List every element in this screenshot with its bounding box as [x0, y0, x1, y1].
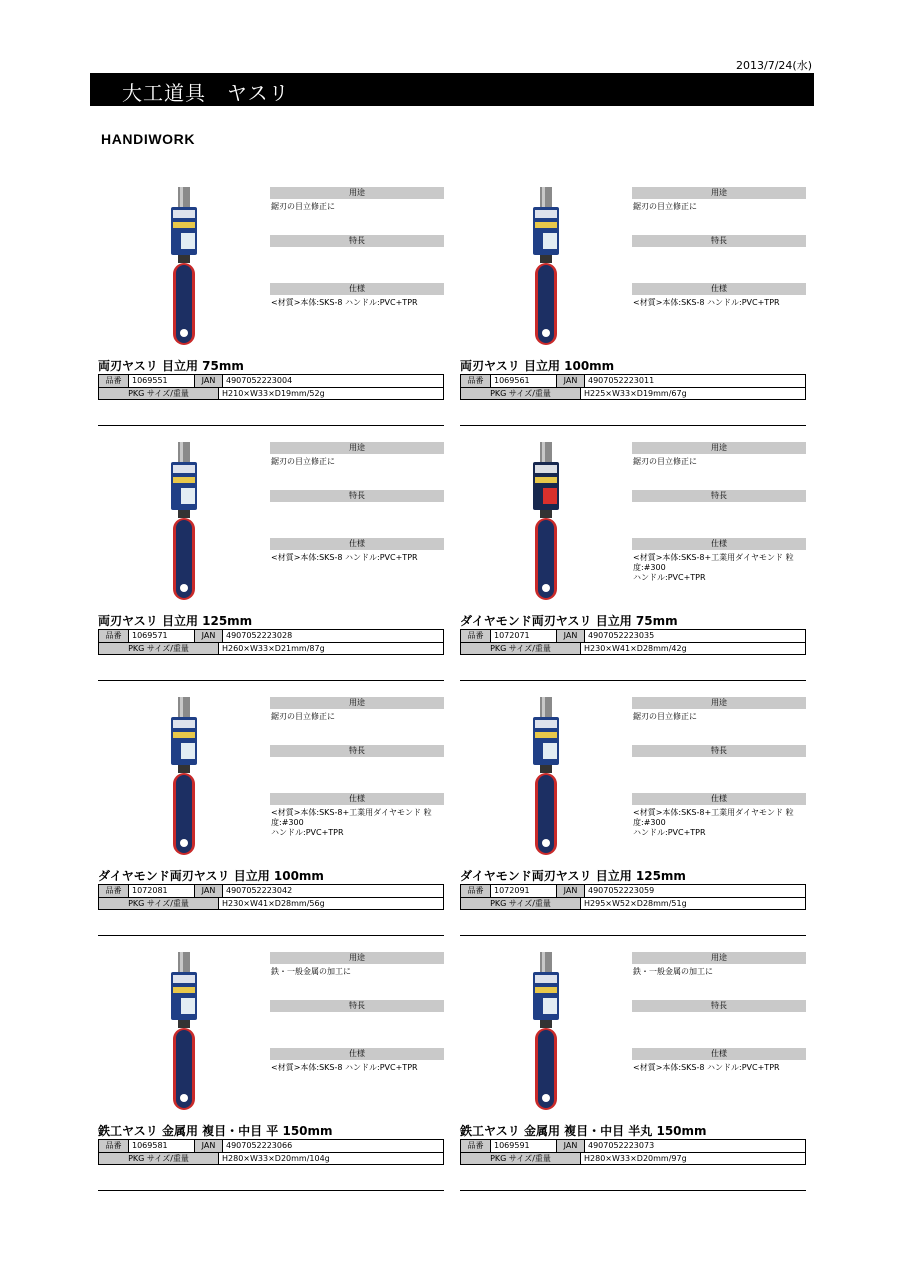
spec-header: 仕様	[632, 538, 806, 550]
features-text	[632, 502, 806, 538]
code-label: 品番	[461, 375, 491, 387]
code-label: 品番	[99, 885, 129, 897]
table-row	[99, 1140, 443, 1152]
code-value: 1072081	[129, 885, 195, 897]
spec-text	[632, 295, 806, 331]
jan-label: JAN	[557, 375, 585, 387]
product-info	[632, 697, 806, 841]
divider	[460, 680, 806, 681]
usage-header: 用途	[270, 187, 444, 199]
table-row	[99, 375, 443, 387]
product-name: ダイヤモンド両刃ヤスリ 目立用 125mm	[460, 869, 686, 883]
svg-text:HANDIWORK: HANDIWORK	[101, 131, 196, 147]
usage-text: 鋸刃の目立修正に	[271, 457, 335, 466]
product-name: 両刃ヤスリ 目立用 75mm	[98, 359, 244, 373]
page-title-bar	[90, 73, 814, 106]
product-info	[632, 952, 806, 1096]
spec-line: <材質>本体:SKS-8 ハンドル:PVC+TPR	[271, 553, 418, 562]
product-name: 鉄工ヤスリ 金属用 複目・中目 平 150mm	[98, 1124, 333, 1138]
product-info	[270, 442, 444, 586]
product-image	[516, 440, 576, 605]
jan-label: JAN	[557, 1140, 585, 1152]
code-value: 1069571	[129, 630, 195, 642]
table-row	[461, 885, 805, 897]
product-name: ダイヤモンド両刃ヤスリ 目立用 100mm	[98, 869, 324, 883]
print-date: 2013/7/24(水)	[736, 59, 812, 72]
product-info	[632, 187, 806, 331]
spec-header: 仕様	[270, 793, 444, 805]
spec-header: 仕様	[632, 1048, 806, 1060]
code-value: 1069581	[129, 1140, 195, 1152]
spec-line: <材質>本体:SKS-8+工業用ダイヤモンド 粒度:#300	[271, 808, 432, 827]
jan-label: JAN	[557, 885, 585, 897]
product-table	[98, 374, 444, 400]
usage-header: 用途	[632, 952, 806, 964]
divider	[98, 680, 444, 681]
code-label: 品番	[461, 630, 491, 642]
divider	[460, 425, 806, 426]
features-text	[632, 247, 806, 283]
spec-text	[632, 1060, 806, 1096]
jan-value: 4907052223066	[226, 1141, 293, 1150]
product-card	[98, 950, 450, 1205]
pkg-label: PKG サイズ/重量	[461, 1153, 581, 1164]
features-text	[270, 757, 444, 793]
usage-text: 鋸刃の目立修正に	[633, 712, 697, 721]
usage-header: 用途	[632, 697, 806, 709]
features-header: 特長	[270, 1000, 444, 1012]
product-image	[154, 695, 214, 860]
code-value: 1072091	[491, 885, 557, 897]
product-image	[154, 185, 214, 350]
product-table	[98, 1139, 444, 1165]
usage-text: 鋸刃の目立修正に	[271, 712, 335, 721]
product-info	[270, 697, 444, 841]
pkg-value: H210×W33×D19mm/52g	[222, 389, 325, 398]
features-header: 特長	[270, 490, 444, 502]
pkg-label: PKG サイズ/重量	[461, 388, 581, 399]
features-header: 特長	[632, 745, 806, 757]
spec-text	[270, 1060, 444, 1096]
product-table	[98, 884, 444, 910]
product-card	[98, 695, 450, 950]
usage-header: 用途	[270, 442, 444, 454]
features-text	[270, 502, 444, 538]
pkg-value: H260×W33×D21mm/87g	[222, 644, 325, 653]
table-row	[461, 387, 805, 399]
spec-header: 仕様	[270, 1048, 444, 1060]
product-table	[460, 1139, 806, 1165]
jan-value: 4907052223042	[226, 886, 293, 895]
product-image	[154, 440, 214, 605]
product-name: ダイヤモンド両刃ヤスリ 目立用 75mm	[460, 614, 678, 628]
usage-header: 用途	[270, 952, 444, 964]
product-table	[460, 374, 806, 400]
product-table	[460, 629, 806, 655]
jan-label: JAN	[195, 375, 223, 387]
pkg-value: H280×W33×D20mm/104g	[222, 1154, 330, 1163]
spec-line: <材質>本体:SKS-8+工業用ダイヤモンド 粒度:#300	[633, 553, 794, 572]
divider	[460, 1190, 806, 1191]
spec-header: 仕様	[632, 283, 806, 295]
jan-label: JAN	[195, 1140, 223, 1152]
product-image	[154, 950, 214, 1115]
features-text	[632, 757, 806, 793]
product-name: 両刃ヤスリ 目立用 125mm	[98, 614, 253, 628]
usage-text: 鋸刃の目立修正に	[633, 202, 697, 211]
spec-text	[632, 805, 806, 841]
divider	[98, 935, 444, 936]
table-row	[461, 897, 805, 909]
brand-logo	[101, 131, 231, 147]
divider	[98, 425, 444, 426]
spec-header: 仕様	[632, 793, 806, 805]
table-row	[461, 1152, 805, 1164]
pkg-value: H295×W52×D28mm/51g	[584, 899, 687, 908]
code-value: 1069561	[491, 375, 557, 387]
product-card	[460, 185, 812, 440]
table-row	[99, 1152, 443, 1164]
spec-text	[270, 295, 444, 331]
jan-value: 4907052223011	[588, 376, 655, 385]
pkg-value: H280×W33×D20mm/97g	[584, 1154, 687, 1163]
features-text	[270, 247, 444, 283]
jan-value: 4907052223004	[226, 376, 293, 385]
jan-value: 4907052223059	[588, 886, 655, 895]
pkg-label: PKG サイズ/重量	[99, 643, 219, 654]
pkg-label: PKG サイズ/重量	[99, 388, 219, 399]
code-label: 品番	[461, 1140, 491, 1152]
pkg-value: H225×W33×D19mm/67g	[584, 389, 687, 398]
features-header: 特長	[270, 745, 444, 757]
product-card	[460, 440, 812, 695]
spec-line: <材質>本体:SKS-8+工業用ダイヤモンド 粒度:#300	[633, 808, 794, 827]
spec-header: 仕様	[270, 283, 444, 295]
table-row	[461, 630, 805, 642]
spec-text	[270, 550, 444, 586]
jan-value: 4907052223028	[226, 631, 293, 640]
product-card	[460, 695, 812, 950]
spec-header: 仕様	[270, 538, 444, 550]
usage-text: 鋸刃の目立修正に	[633, 457, 697, 466]
product-image	[516, 950, 576, 1115]
divider	[98, 1190, 444, 1191]
usage-header: 用途	[270, 697, 444, 709]
code-label: 品番	[461, 885, 491, 897]
pkg-label: PKG サイズ/重量	[461, 643, 581, 654]
jan-label: JAN	[557, 630, 585, 642]
code-value: 1069591	[491, 1140, 557, 1152]
table-row	[461, 375, 805, 387]
product-table	[98, 629, 444, 655]
table-row	[461, 642, 805, 654]
code-label: 品番	[99, 630, 129, 642]
jan-label: JAN	[195, 630, 223, 642]
spec-line: ハンドル:PVC+TPR	[271, 828, 344, 837]
spec-line: <材質>本体:SKS-8 ハンドル:PVC+TPR	[271, 1063, 418, 1072]
pkg-label: PKG サイズ/重量	[99, 1153, 219, 1164]
table-row	[99, 642, 443, 654]
features-header: 特長	[632, 1000, 806, 1012]
spec-text	[270, 805, 444, 841]
code-label: 品番	[99, 375, 129, 387]
spec-line: <材質>本体:SKS-8 ハンドル:PVC+TPR	[633, 1063, 780, 1072]
pkg-label: PKG サイズ/重量	[461, 898, 581, 909]
code-label: 品番	[99, 1140, 129, 1152]
product-info	[632, 442, 806, 586]
usage-header: 用途	[632, 187, 806, 199]
product-image	[516, 185, 576, 350]
jan-value: 4907052223073	[588, 1141, 655, 1150]
spec-line: ハンドル:PVC+TPR	[633, 828, 706, 837]
pkg-label: PKG サイズ/重量	[99, 898, 219, 909]
product-name: 両刃ヤスリ 目立用 100mm	[460, 359, 615, 373]
code-value: 1069551	[129, 375, 195, 387]
table-row	[99, 630, 443, 642]
table-row	[99, 897, 443, 909]
table-row	[461, 1140, 805, 1152]
features-header: 特長	[632, 490, 806, 502]
table-row	[99, 387, 443, 399]
product-card	[98, 185, 450, 440]
divider	[460, 935, 806, 936]
product-table	[460, 884, 806, 910]
product-info	[270, 952, 444, 1096]
features-text	[632, 1012, 806, 1048]
product-image	[516, 695, 576, 860]
features-header: 特長	[632, 235, 806, 247]
table-row	[99, 885, 443, 897]
jan-label: JAN	[195, 885, 223, 897]
page-title: 大工道具 ヤスリ	[122, 81, 290, 105]
product-info	[270, 187, 444, 331]
features-text	[270, 1012, 444, 1048]
product-card	[98, 440, 450, 695]
spec-text	[632, 550, 806, 586]
pkg-value: H230×W41×D28mm/56g	[222, 899, 325, 908]
pkg-value: H230×W41×D28mm/42g	[584, 644, 687, 653]
spec-line: ハンドル:PVC+TPR	[633, 573, 706, 582]
usage-text: 鉄・一般金属の加工に	[633, 967, 713, 976]
spec-line: <材質>本体:SKS-8 ハンドル:PVC+TPR	[633, 298, 780, 307]
product-card	[460, 950, 812, 1205]
jan-value: 4907052223035	[588, 631, 655, 640]
code-value: 1072071	[491, 630, 557, 642]
product-name: 鉄工ヤスリ 金属用 複目・中目 半丸 150mm	[460, 1124, 707, 1138]
features-header: 特長	[270, 235, 444, 247]
spec-line: <材質>本体:SKS-8 ハンドル:PVC+TPR	[271, 298, 418, 307]
usage-header: 用途	[632, 442, 806, 454]
usage-text: 鋸刃の目立修正に	[271, 202, 335, 211]
usage-text: 鉄・一般金属の加工に	[271, 967, 351, 976]
